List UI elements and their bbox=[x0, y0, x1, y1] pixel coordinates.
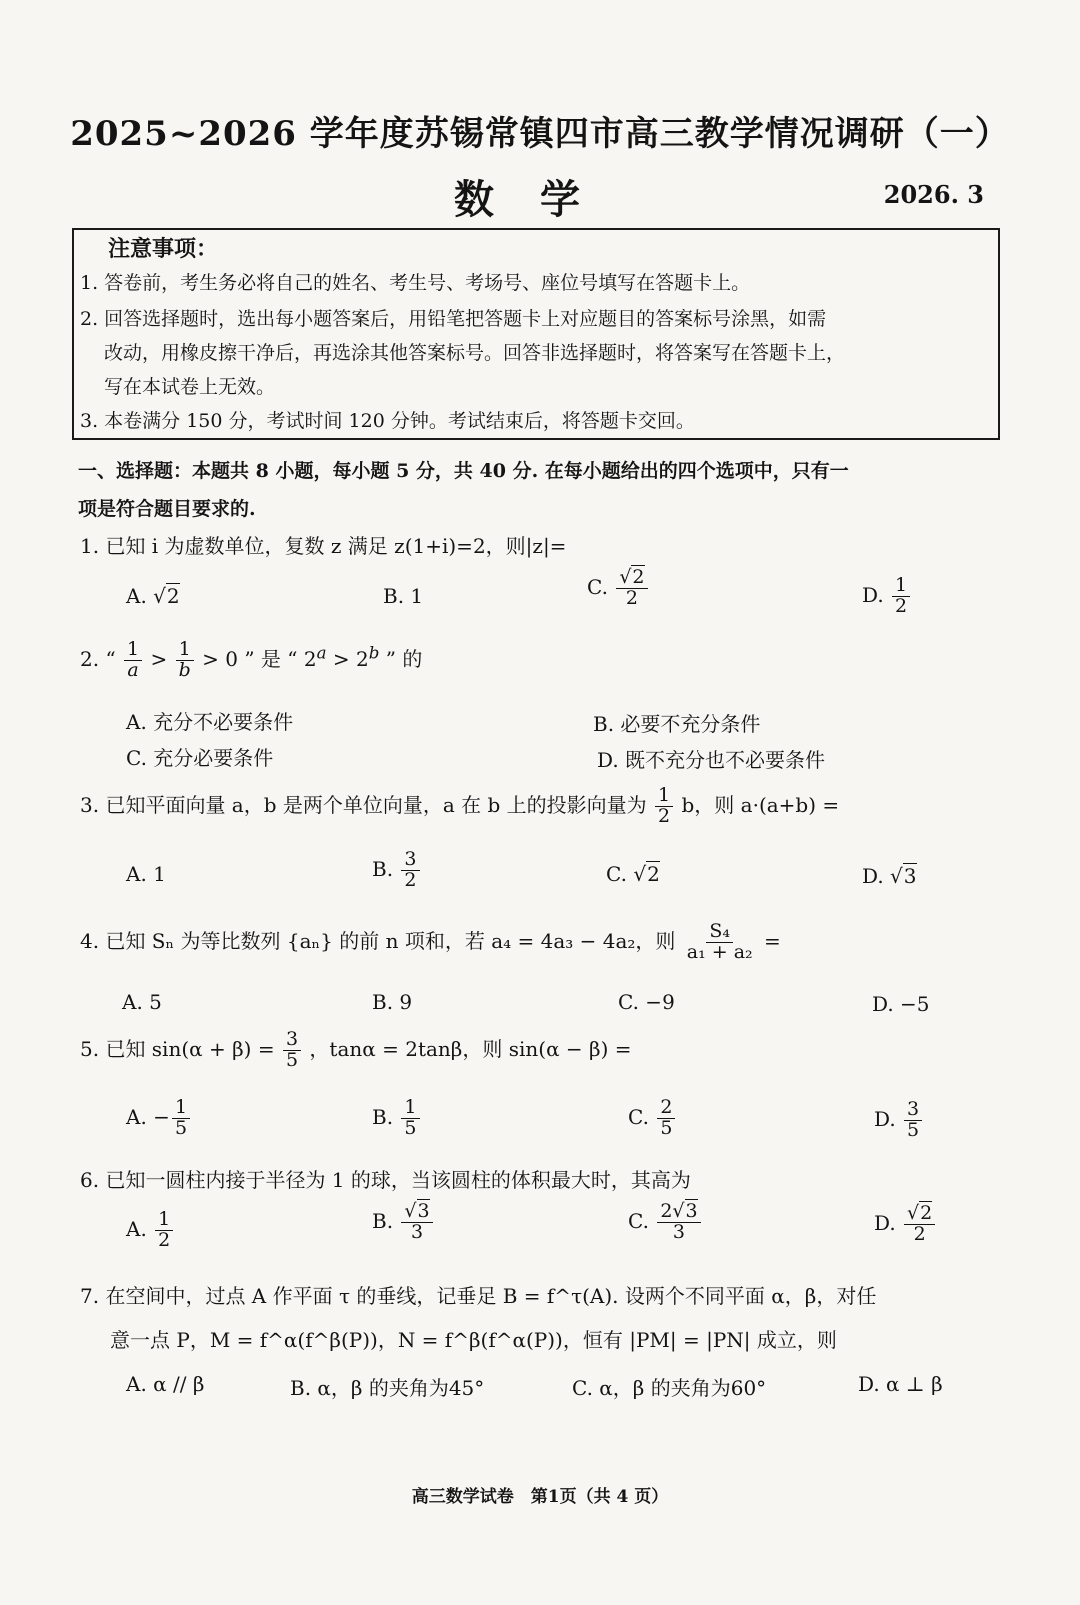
option-label: B. bbox=[372, 1104, 394, 1129]
q2-option-c: C. 充分必要条件 bbox=[126, 746, 274, 770]
numerator: S₄ bbox=[706, 922, 733, 943]
q2-text-end: ” 的 bbox=[385, 646, 423, 671]
denominator bbox=[124, 658, 141, 681]
fraction bbox=[616, 568, 647, 609]
exponent-a: a bbox=[316, 643, 327, 663]
radicand: 2 bbox=[647, 862, 660, 886]
option-label: A. bbox=[126, 862, 147, 886]
denominator: 5 bbox=[404, 1116, 417, 1139]
q2-text-mid: > 0 ” 是 “ 2 bbox=[202, 646, 317, 671]
notice-item-3: 3. 本卷满分 150 分，考试时间 120 分钟。考试结束后，将答题卡交回。 bbox=[80, 410, 695, 432]
radicand: 2 bbox=[632, 566, 645, 588]
fraction bbox=[904, 1204, 935, 1245]
question-3 bbox=[80, 786, 839, 827]
numerator: 1 bbox=[124, 640, 142, 661]
sqrt-sign: √ bbox=[633, 862, 647, 886]
numerator: 1 bbox=[892, 576, 910, 597]
denominator bbox=[176, 658, 194, 681]
q7-option-c: C. α，β 的夹角为60° bbox=[572, 1376, 767, 1400]
q4-option-d: D. −5 bbox=[872, 992, 930, 1016]
q4-option-b: B. 9 bbox=[372, 990, 413, 1014]
notice-item-1: 1. 答卷前，考生务必将自己的姓名、考生号、考场号、座位号填写在答题卡上。 bbox=[80, 272, 751, 294]
option-label: C. bbox=[628, 1104, 649, 1129]
radicand: 2 bbox=[166, 584, 180, 608]
denominator: 3 bbox=[672, 1220, 685, 1243]
q3-option-a bbox=[126, 862, 166, 886]
option-label: D. bbox=[862, 582, 884, 607]
sqrt-sign: √ bbox=[890, 864, 903, 888]
denominator: 2 bbox=[625, 586, 638, 609]
numerator: 1 bbox=[176, 640, 194, 661]
numerator: 1 bbox=[655, 786, 673, 807]
q6-option-c bbox=[628, 1202, 703, 1243]
radicand: 3 bbox=[903, 864, 917, 888]
sqrt-sign: √ bbox=[619, 566, 632, 588]
q2-option-d: D. 既不充分也不必要条件 bbox=[597, 748, 826, 772]
fraction bbox=[401, 850, 419, 891]
q2-compare: > 2 bbox=[332, 646, 369, 671]
q1-option-a bbox=[126, 584, 180, 608]
denominator: 5 bbox=[174, 1116, 188, 1139]
section-1-line-2: 项是符合题目要求的. bbox=[78, 498, 256, 520]
option-label: A. bbox=[126, 584, 147, 608]
option-label: C. bbox=[606, 862, 627, 886]
question-7-line-2: 意一点 P，M = f^α(f^β(P))，N = f^β(f^α(P))，恒有 |PM| = |PN| 成立，则 bbox=[110, 1328, 837, 1352]
q6-option-a bbox=[126, 1210, 175, 1251]
q4-option-c: C. −9 bbox=[618, 990, 675, 1014]
denominator: 2 bbox=[658, 804, 671, 827]
denominator: 5 bbox=[660, 1116, 673, 1139]
q1-option-d bbox=[862, 576, 912, 617]
denominator: 2 bbox=[895, 594, 908, 617]
option-label: C. bbox=[628, 1208, 649, 1233]
fraction bbox=[172, 1098, 190, 1139]
fraction-1-over-a bbox=[124, 640, 142, 681]
radicand: 2 bbox=[920, 1202, 933, 1224]
option-label: A. bbox=[126, 1216, 147, 1241]
radicand: 3 bbox=[417, 1200, 430, 1222]
fraction bbox=[155, 1210, 173, 1251]
q3-option-c bbox=[606, 862, 660, 886]
question-4 bbox=[80, 922, 781, 963]
q3-text-start: 3. 已知平面向量 a，b 是两个单位向量，a 在 b 上的投影向量为 bbox=[80, 792, 647, 817]
denominator: 5 bbox=[907, 1118, 920, 1141]
notice-box bbox=[72, 228, 1000, 440]
fraction-1-over-b bbox=[176, 640, 194, 681]
q1-option-b bbox=[383, 584, 423, 608]
coef-sqrt: 2√ bbox=[660, 1200, 685, 1222]
option-label: D. bbox=[874, 1106, 896, 1131]
notice-item-2-line-1: 2. 回答选择题时，选出每小题答案后，用铅笔把答题卡上对应题目的答案标号涂黑，如需 bbox=[80, 308, 827, 330]
numerator: 1 bbox=[172, 1098, 190, 1119]
numerator: 3 bbox=[904, 1100, 922, 1121]
denominator: 2 bbox=[158, 1228, 171, 1251]
fraction bbox=[657, 1202, 700, 1243]
notice-item-2-line-3: 写在本试卷上无效。 bbox=[104, 376, 276, 398]
q2-option-b: B. 必要不充分条件 bbox=[593, 712, 761, 736]
denominator: 3 bbox=[410, 1220, 424, 1243]
question-2: 2. “ $\frac{1}{a}$ > $\frac{1}{b}$ > 0 ” 是 “ $2^a > 2^b$ ” 的 bbox=[80, 638, 423, 681]
denominator: 2 bbox=[913, 1222, 926, 1245]
fraction-3-over-5 bbox=[283, 1030, 301, 1071]
fraction bbox=[401, 1098, 419, 1139]
fraction bbox=[892, 576, 910, 617]
q3-text-end: b，则 a·(a+b) = bbox=[681, 792, 840, 817]
q6-option-b bbox=[372, 1202, 435, 1243]
option-label: C. bbox=[587, 574, 608, 599]
denominator: a₁ + a₂ bbox=[686, 940, 753, 963]
sqrt-sign: √ bbox=[404, 1200, 417, 1222]
numerator: 3 bbox=[283, 1030, 301, 1051]
option-label: D. bbox=[874, 1210, 896, 1235]
q5-text-end: ，tanα = 2tanβ，则 sin(α − β) = bbox=[309, 1036, 632, 1061]
fraction-s4-over-a1a2 bbox=[684, 922, 756, 963]
numerator: 1 bbox=[155, 1210, 173, 1231]
sqrt-sign: √ bbox=[907, 1202, 920, 1224]
numerator: 3 bbox=[401, 850, 419, 871]
q7-option-b: B. α，β 的夹角为45° bbox=[290, 1376, 485, 1400]
numerator: 1 bbox=[401, 1098, 419, 1119]
denominator: 5 bbox=[285, 1048, 299, 1071]
question-6: 6. 已知一圆柱内接于半径为 1 的球，当该圆柱的体积最大时，其高为 bbox=[80, 1168, 691, 1192]
option-label: B. bbox=[372, 1208, 394, 1233]
option-label: B. bbox=[383, 584, 405, 608]
exponent-b: b bbox=[368, 643, 380, 663]
sqrt-sign: √ bbox=[153, 584, 166, 608]
option-label: B. bbox=[372, 856, 394, 881]
q3-option-d bbox=[862, 864, 917, 888]
q5-option-c bbox=[628, 1098, 677, 1139]
option-label: D. bbox=[862, 864, 884, 888]
fraction-1-over-2 bbox=[655, 786, 673, 827]
notice-title: 注意事项： bbox=[108, 236, 219, 262]
question-5 bbox=[80, 1030, 632, 1071]
q2-option-a: A. 充分不必要条件 bbox=[126, 710, 294, 734]
q5-option-a bbox=[126, 1098, 192, 1139]
option-value: 1 bbox=[153, 862, 166, 886]
q1-option-c bbox=[587, 568, 650, 609]
q3-option-b bbox=[372, 850, 422, 891]
q4-option-a: A. 5 bbox=[122, 990, 162, 1014]
fraction bbox=[657, 1098, 675, 1139]
q7-option-a: A. α // β bbox=[126, 1372, 205, 1396]
option-value: 1 bbox=[410, 584, 424, 608]
q4-text-start: 4. 已知 Sₙ 为等比数列 {aₙ} 的前 n 项和，若 a₄ = 4a₃ − 4a₂，则 bbox=[80, 928, 676, 953]
denominator: 2 bbox=[404, 868, 417, 891]
minus-sign: − bbox=[153, 1104, 170, 1129]
notice-item-2-line-2: 改动，用橡皮擦干净后，再选涂其他答案标号。回答非选择题时，将答案写在答题卡上， bbox=[104, 342, 846, 364]
exam-title: 2025~2026 学年度苏锡常镇四市高三教学情况调研（一） bbox=[70, 114, 1010, 154]
exam-date: 2026. 3 bbox=[883, 180, 984, 209]
radicand: 3 bbox=[685, 1200, 698, 1222]
q4-text-end: = bbox=[764, 928, 781, 953]
fraction bbox=[904, 1100, 922, 1141]
q5-option-d bbox=[874, 1100, 924, 1141]
q5-option-b bbox=[372, 1098, 422, 1139]
subject-title: 数学 bbox=[454, 176, 626, 223]
var-a: a bbox=[127, 658, 139, 681]
var-b: b bbox=[178, 658, 191, 681]
question-7-line-1: 7. 在空间中，过点 A 作平面 τ 的垂线，记垂足 B = f^τ(A). 设两个不同平面 α，β，对任 bbox=[80, 1284, 877, 1308]
section-1-line-1: 一、选择题：本题共 8 小题，每小题 5 分，共 40 分. 在每小题给出的四个选项中，只有一 bbox=[78, 460, 849, 482]
q7-option-d: D. α ⊥ β bbox=[858, 1372, 943, 1396]
page-footer: 高三数学试卷 第1页（共 4 页） bbox=[411, 1487, 669, 1507]
q5-text-start: 5. 已知 sin(α + β) = bbox=[80, 1036, 275, 1061]
q2-text-start: 2. “ bbox=[80, 646, 116, 671]
numerator: 2 bbox=[657, 1098, 675, 1119]
option-label: A. bbox=[126, 1104, 147, 1129]
q6-option-d bbox=[874, 1204, 937, 1245]
question-1: 1. 已知 i 为虚数单位，复数 z 满足 z(1+i)=2，则|z|= bbox=[80, 534, 567, 558]
fraction bbox=[401, 1202, 432, 1243]
